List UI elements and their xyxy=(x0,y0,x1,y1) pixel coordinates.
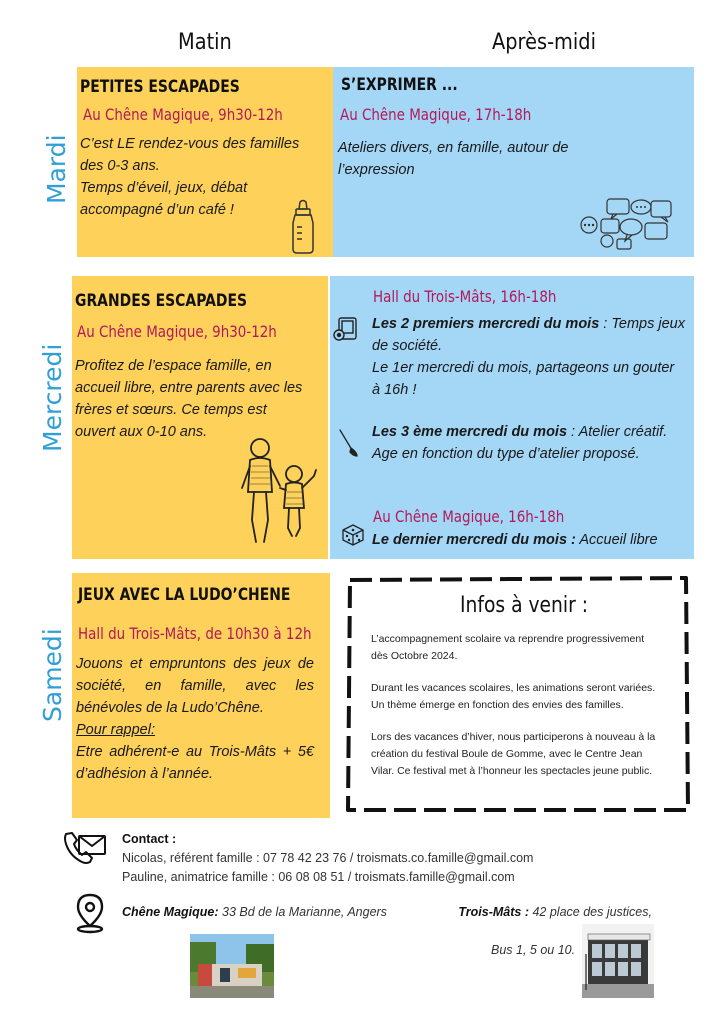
infos-p1-line2: dès Octobre 2024. xyxy=(371,650,458,662)
infos-p3-line2: création du festival Boule de Gomme, avec le Centre Jean xyxy=(371,748,643,760)
wednesday-afternoon-b2-rest: : Atelier créatif. xyxy=(567,424,668,440)
chene-addr: 33 Bd de la Marianne, Angers xyxy=(218,905,387,919)
wednesday-morning-line1: Profitez de l’espace famille, en xyxy=(75,358,272,374)
trois-bus: Bus 1, 5 ou 10. xyxy=(491,943,576,957)
header-afternoon: Après-midi xyxy=(492,30,596,55)
tuesday-morning-line1: C’est LE rendez-vous des familles xyxy=(80,136,300,152)
wednesday-morning-box xyxy=(72,276,328,559)
wednesday-afternoon-b2-line1 xyxy=(372,421,692,443)
saturday-morning-line3: bénévoles de la Ludo’Chêne. xyxy=(76,700,264,716)
wednesday-morning-place: Au Chêne Magique, 9h30-12h xyxy=(77,322,277,341)
wednesday-afternoon-place2: Au Chêne Magique, 16h-18h xyxy=(373,507,565,526)
chene-address xyxy=(122,903,387,922)
saturday-morning-line5: d’adhésion à l’année. xyxy=(76,766,214,782)
wednesday-afternoon-b3-rest: Accueil libre xyxy=(575,532,658,548)
wednesday-afternoon-b1-line3: Le 1er mercredi du mois, partageons un gouter xyxy=(372,360,675,376)
tuesday-afternoon-title: S’EXPRIMER ... xyxy=(341,75,458,95)
wednesday-afternoon-b3-bold: Le dernier mercredi du mois : xyxy=(372,532,576,548)
saturday-morning-line1: Jouons et empruntons des jeux de xyxy=(76,656,314,672)
saturday-morning-line2: société, en famille, avec les xyxy=(76,678,314,694)
paintbrush-icon xyxy=(337,428,359,458)
trois-addr: 42 place des justices, xyxy=(532,905,652,919)
saturday-morning-line4: Etre adhérent-e au Trois-Mâts + 5€ xyxy=(76,744,314,760)
saturday-morning-reminder: Pour rappel: xyxy=(76,722,155,738)
location-pin-icon xyxy=(72,892,108,934)
tuesday-morning-place: Au Chêne Magique, 9h30-12h xyxy=(83,105,283,124)
tuesday-afternoon-line1: Ateliers divers, en famille, autour de xyxy=(338,140,569,156)
contact-line1: Nicolas, référent famille : 07 78 42 23 76 / troismats.co.famille@gmail.com xyxy=(122,851,534,865)
infos-p3-line1: Lors des vacances d’hiver, nous participerons à nouveau à la xyxy=(371,731,656,743)
speech-bubbles-icon xyxy=(577,195,677,251)
day-tuesday: Mardi xyxy=(42,134,71,204)
saturday-morning-place: Hall du Trois-Mâts, de 10h30 à 12h xyxy=(78,624,312,643)
wednesday-afternoon-b1-line4: à 16h ! xyxy=(372,382,417,398)
contact-label: Contact : xyxy=(122,832,177,846)
tablet-game-icon xyxy=(333,316,359,342)
wednesday-morning-line4: ouvert aux 0-10 ans. xyxy=(75,424,208,440)
infos-p2-line2: Un thème émerge en fonction des envies des familles. xyxy=(371,699,624,711)
tuesday-morning-title: PETITES ESCAPADES xyxy=(80,77,240,97)
wednesday-afternoon-b1-bold: Les 2 premiers mercredi du mois xyxy=(372,316,600,332)
wednesday-afternoon-b3-line1 xyxy=(372,529,692,551)
contact-line2: Pauline, animatrice famille : 06 08 08 51 / troismats.famille@gmail.com xyxy=(122,870,515,884)
header-morning: Matin xyxy=(178,30,232,55)
baby-bottle-icon xyxy=(285,199,321,255)
tuesday-morning-line3: Temps d’éveil, jeux, débat xyxy=(80,180,248,196)
infos-p2-line1: Durant les vacances scolaires, les animations seront variées. xyxy=(371,682,656,694)
chene-name: Chêne Magique: xyxy=(122,905,219,919)
wednesday-afternoon-b1-rest: : Temps jeux xyxy=(599,316,685,332)
infos-p1-line1: L’accompagnement scolaire va reprendre progressivement xyxy=(371,633,645,645)
wednesday-afternoon-b2-line2: Age en fonction du type d’atelier proposé. xyxy=(372,446,640,462)
tuesday-afternoon-line2: l’expression xyxy=(338,162,415,178)
tuesday-afternoon-place: Au Chêne Magique, 17h-18h xyxy=(340,105,532,124)
wednesday-morning-title: GRANDES ESCAPADES xyxy=(75,291,248,311)
dice-icon xyxy=(341,522,365,546)
day-wednesday: Mercredi xyxy=(38,343,67,452)
wednesday-afternoon-b1-line1 xyxy=(372,313,692,335)
phone-mail-icon xyxy=(62,828,108,866)
wednesday-morning-line3: frères et sœurs. Ce temps est xyxy=(75,402,267,418)
wednesday-morning-line2: accueil libre, entre parents avec les xyxy=(75,380,303,396)
trois-name: Trois-Mâts : xyxy=(458,905,529,919)
wednesday-afternoon-b2-bold: Les 3 ème mercredi du mois xyxy=(372,424,568,440)
infos-title: Infos à venir : xyxy=(460,593,589,618)
chene-magique-photo xyxy=(190,934,274,998)
day-saturday: Samedi xyxy=(38,628,67,722)
wednesday-afternoon-box xyxy=(330,276,694,559)
wednesday-afternoon-b1-line2: de société. xyxy=(372,338,443,354)
saturday-morning-title: JEUX AVEC LA LUDO’CHENE xyxy=(78,585,291,605)
tuesday-afternoon-box xyxy=(333,67,694,257)
saturday-morning-box xyxy=(72,573,330,818)
wednesday-afternoon-place1: Hall du Trois-Mâts, 16h-18h xyxy=(373,287,557,306)
tuesday-morning-box xyxy=(77,67,333,257)
trois-mats-photo xyxy=(582,924,654,998)
tuesday-morning-line4: accompagné d’un café ! xyxy=(80,202,234,218)
infos-p3-line3: Vilar. Ce festival met à l’honneur les spectacles jeune public. xyxy=(371,765,653,777)
tuesday-morning-line2: des 0-3 ans. xyxy=(80,158,160,174)
parent-child-illustration xyxy=(234,436,324,548)
